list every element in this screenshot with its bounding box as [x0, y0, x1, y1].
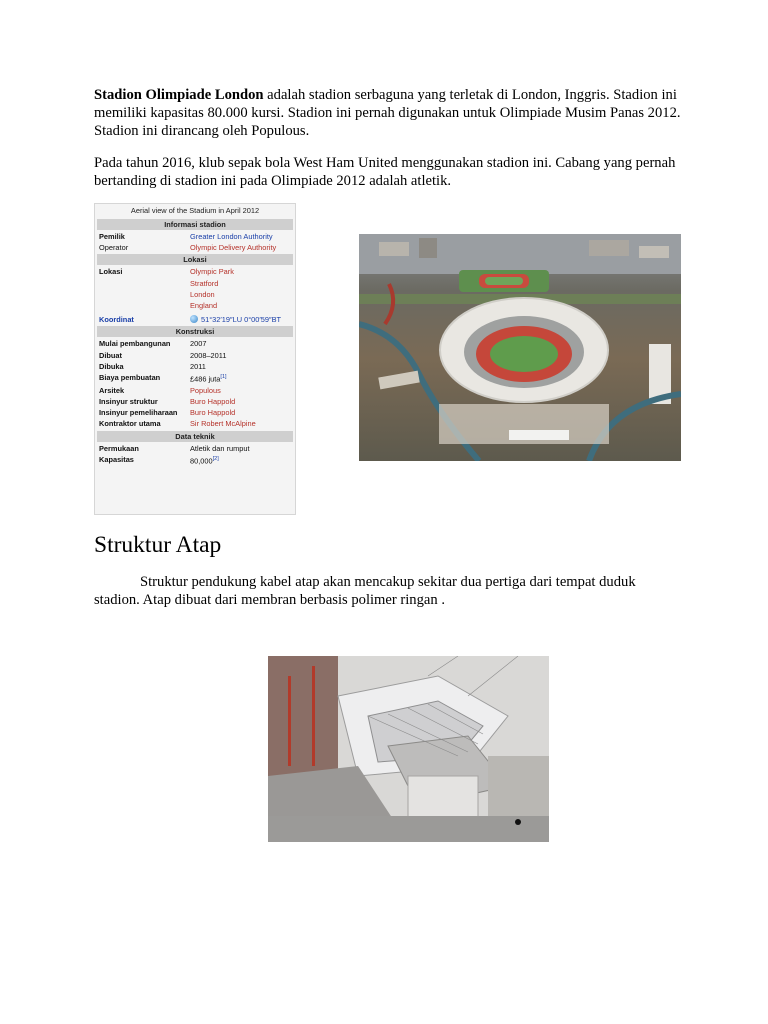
- infobox-row-capacity: [95, 454, 295, 467]
- surface-label: Permukaan: [99, 443, 139, 453]
- owner-label: Pemilik: [99, 232, 125, 241]
- maintenance-engineer-link[interactable]: Buro Happold: [190, 408, 236, 418]
- infobox-row-contractor: [95, 418, 295, 429]
- stadium-infobox: [94, 203, 296, 515]
- globe-icon: [190, 315, 198, 323]
- infobox-section-info: Informasi stadion: [97, 219, 293, 230]
- infobox-row-location: [95, 266, 295, 311]
- maintenance-engineer-label: Insinyur pemeliharaan: [99, 408, 178, 418]
- roof-structure-photo: [268, 656, 549, 842]
- location-value: [190, 266, 291, 311]
- infobox-row-owner: [95, 231, 295, 242]
- operator-link[interactable]: Olympic Delivery Authority: [190, 243, 277, 253]
- operator-label: Operator: [99, 243, 129, 253]
- infobox-section-construction: Konstruksi: [97, 326, 293, 337]
- infobox-row-maintenance-engineer: [95, 407, 295, 418]
- structural-engineer-label: Insinyur struktur: [99, 396, 158, 406]
- location-links[interactable]: Olympic Park Stratford London England: [190, 267, 234, 311]
- infobox-row-start: [95, 338, 295, 349]
- cost-value: [190, 372, 291, 385]
- start-value: 2007: [190, 339, 207, 349]
- roof-model-illustration: [268, 656, 549, 842]
- infobox-row-built: [95, 350, 295, 361]
- aerial-stadium-photo: [359, 234, 681, 461]
- capacity-value: [190, 454, 291, 467]
- intro-paragraph: [94, 86, 684, 140]
- infobox-row-coordinates: [95, 314, 295, 325]
- cost-label: Biaya pembuatan: [99, 373, 161, 383]
- capacity-reference[interactable]: [2]: [212, 455, 219, 462]
- start-label: Mulai pembangunan: [99, 339, 171, 349]
- infobox-row-operator: [95, 242, 295, 253]
- capacity-amount: 80,000: [190, 456, 213, 466]
- structural-engineer-link[interactable]: Buro Happold: [190, 396, 236, 406]
- infobox-row-architect: [95, 385, 295, 396]
- coordinates-value[interactable]: [190, 314, 291, 325]
- section-heading-roof: Struktur Atap: [94, 532, 222, 558]
- location-label: Lokasi: [99, 267, 123, 277]
- opened-value: 2011: [190, 361, 206, 371]
- cost-reference[interactable]: [1]: [220, 374, 227, 381]
- contractor-link[interactable]: Sir Robert McAlpine: [190, 419, 256, 429]
- infobox-row-structural-engineer: [95, 396, 295, 407]
- aerial-stadium-illustration: [359, 234, 681, 461]
- history-paragraph: Pada tahun 2016, klub sepak bola West Ham United menggunakan stadion ini. Cabang yang pernah bertanding di stadion ini pada Olimpiade 2012 adalah atletik.: [94, 155, 676, 189]
- opened-label: Dibuka: [99, 361, 124, 371]
- infobox-section-location: Lokasi: [97, 254, 293, 265]
- infobox-section-tech: Data teknik: [97, 431, 293, 442]
- intro-text: adalah stadion serbaguna yang terletak di London, Inggris. Stadion ini memiliki kapasitas 80.000 kursi. Stadion ini pernah digunakan untuk Olimpiade Musim Panas 2012. Stadion ini dirancang oleh Populous.: [94, 87, 681, 139]
- surface-value: Atletik dan rumput: [190, 443, 250, 453]
- infobox-row-surface: [95, 443, 295, 454]
- built-label: Dibuat: [99, 350, 122, 360]
- cost-amount: £486 juta: [190, 374, 221, 384]
- coordinates-label[interactable]: Koordinat: [99, 315, 134, 325]
- infobox-row-cost: [95, 372, 295, 385]
- roof-paragraph: [94, 573, 684, 609]
- architect-label: Arsitek: [99, 385, 125, 395]
- intro-subject: Stadion Olimpiade London: [94, 87, 264, 103]
- built-value: 2008–2011: [190, 350, 227, 360]
- contractor-label: Kontraktor utama: [99, 419, 161, 429]
- infobox-caption: Aerial view of the Stadium in April 2012: [130, 206, 260, 215]
- roof-text: Struktur pendukung kabel atap akan mencakup sekitar dua pertiga dari tempat duduk stadion. Atap dibuat dari membran berbasis polimer ringan .: [94, 574, 636, 608]
- infobox-row-opened: [95, 361, 295, 372]
- capacity-label: Kapasitas: [99, 454, 134, 464]
- architect-link[interactable]: Populous: [190, 385, 221, 395]
- owner-link[interactable]: Greater London Authority: [190, 232, 273, 241]
- coordinates-text: 51°32′19″LU 0°00′59″BT: [201, 315, 282, 325]
